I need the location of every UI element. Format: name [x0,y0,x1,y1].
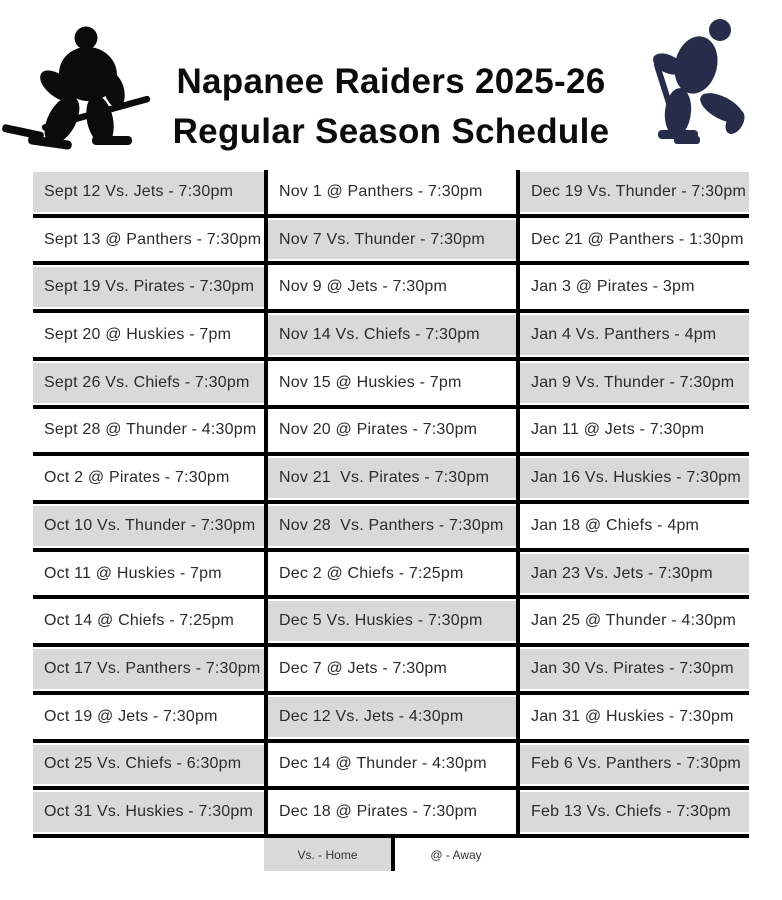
game-cell [520,218,749,266]
away-game-fill [33,697,264,737]
game-cell [520,265,749,313]
game-label: Jan 31 @ Huskies - 7:30pm [531,707,734,725]
game-cell [33,361,264,409]
game-cell [268,409,516,457]
game-label: Jan 25 @ Thunder - 4:30pm [531,612,737,630]
game-cell [268,647,516,695]
away-game-fill [33,315,264,355]
away-game-fill [520,601,749,641]
game-cell [268,170,516,218]
game-cell [268,599,516,647]
game-label: Oct 25 Vs. Chiefs - 6:30pm [44,755,242,773]
home-game-fill [268,458,516,498]
home-game-fill [33,506,264,546]
away-game-fill [520,411,749,451]
away-game-fill [33,411,264,451]
away-game-fill [268,745,516,785]
game-cell [268,218,516,266]
game-cell [268,504,516,552]
away-game-fill [520,267,749,307]
game-cell [520,456,749,504]
game-cell [33,695,264,743]
away-game-fill [268,267,516,307]
game-cell [520,170,749,218]
legend [264,838,517,871]
home-game-fill [268,601,516,641]
game-label: Dec 12 Vs. Jets - 4:30pm [279,707,464,725]
game-label: Sept 13 @ Panthers - 7:30pm [44,230,262,248]
home-game-fill [268,697,516,737]
game-label: Jan 23 Vs. Jets - 7:30pm [531,564,713,582]
legend-away-item [395,838,517,871]
game-label: Oct 14 @ Chiefs - 7:25pm [44,612,235,630]
game-label: Nov 28 Vs. Panthers - 7:30pm [279,516,504,534]
game-label: Dec 14 @ Thunder - 4:30pm [279,755,487,773]
home-game-fill [33,267,264,307]
home-game-fill [520,458,749,498]
game-cell [33,313,264,361]
game-label: Sept 20 @ Huskies - 7pm [44,326,232,344]
legend-home-label: Vs. - Home [297,847,358,862]
game-label: Sept 26 Vs. Chiefs - 7:30pm [44,373,250,391]
home-game-fill [520,649,749,689]
game-label: Oct 2 @ Pirates - 7:30pm [44,469,230,487]
home-game-fill [33,172,264,212]
game-cell [268,265,516,313]
away-game-fill [268,792,516,832]
home-game-fill [520,745,749,785]
title-line-1: Napanee Raiders 2025-26 [176,62,606,101]
game-cell [33,218,264,266]
game-label: Jan 9 Vs. Thunder - 7:30pm [531,373,735,391]
game-cell [268,361,516,409]
away-game-fill [268,649,516,689]
home-game-fill [520,554,749,594]
game-cell [268,313,516,361]
home-game-fill [520,315,749,355]
away-game-fill [520,506,749,546]
away-game-fill [520,697,749,737]
game-label: Nov 9 @ Jets - 7:30pm [279,278,448,296]
home-game-fill [520,172,749,212]
away-game-fill [268,172,516,212]
game-label: Sept 12 Vs. Jets - 7:30pm [44,182,234,200]
schedule-column-december-february [520,170,749,838]
game-label: Nov 7 Vs. Thunder - 7:30pm [279,230,485,248]
legend-away-label: @ - Away [430,847,482,862]
game-cell [33,552,264,600]
hockey-player-right-icon [634,10,756,148]
game-label: Jan 3 @ Pirates - 3pm [531,278,695,296]
game-label: Oct 31 Vs. Huskies - 7:30pm [44,803,254,821]
game-cell [520,504,749,552]
schedule-column-november-december [268,170,516,838]
game-cell [520,695,749,743]
game-label: Jan 4 Vs. Panthers - 4pm [531,326,717,344]
game-cell [520,313,749,361]
home-game-fill [268,315,516,355]
home-game-fill [33,363,264,403]
away-game-fill [268,411,516,451]
game-label: Nov 14 Vs. Chiefs - 7:30pm [279,326,480,344]
game-cell [520,647,749,695]
game-label: Dec 7 @ Jets - 7:30pm [279,660,448,678]
home-game-fill [33,649,264,689]
game-cell [520,409,749,457]
game-cell [33,743,264,791]
game-cell [520,790,749,838]
game-cell [268,695,516,743]
game-cell [33,647,264,695]
game-cell [33,456,264,504]
game-cell [520,552,749,600]
game-label: Oct 11 @ Huskies - 7pm [44,564,222,582]
game-label: Jan 18 @ Chiefs - 4pm [531,516,700,534]
away-game-fill [268,363,516,403]
game-label: Sept 28 @ Thunder - 4:30pm [44,421,257,439]
game-label: Sept 19 Vs. Pirates - 7:30pm [44,278,255,296]
game-label: Nov 15 @ Huskies - 7pm [279,373,462,391]
home-game-fill [33,745,264,785]
game-label: Oct 17 Vs. Panthers - 7:30pm [44,660,261,678]
home-game-fill [268,220,516,260]
game-cell [33,599,264,647]
game-cell [520,599,749,647]
home-game-fill [33,792,264,832]
game-label: Feb 13 Vs. Chiefs - 7:30pm [531,803,731,821]
game-cell [268,790,516,838]
game-label: Dec 18 @ Pirates - 7:30pm [279,803,478,821]
away-game-fill [33,601,264,641]
away-game-fill [33,458,264,498]
game-cell [268,552,516,600]
game-cell [33,504,264,552]
home-game-fill [520,792,749,832]
game-label: Jan 11 @ Jets - 7:30pm [531,421,705,439]
legend-home-item [264,838,391,871]
away-game-fill [520,220,749,260]
game-label: Dec 2 @ Chiefs - 7:25pm [279,564,464,582]
game-cell [33,409,264,457]
game-cell [268,743,516,791]
game-cell [520,361,749,409]
schedule-table [33,170,749,838]
game-label: Jan 16 Vs. Huskies - 7:30pm [531,469,741,487]
schedule-column-september-october [33,170,264,838]
game-cell [33,170,264,218]
away-game-fill [268,554,516,594]
game-cell [268,456,516,504]
title-line-2: Regular Season Schedule [172,112,610,151]
game-label: Oct 10 Vs. Thunder - 7:30pm [44,516,256,534]
game-cell [520,743,749,791]
game-cell [33,265,264,313]
game-label: Dec 5 Vs. Huskies - 7:30pm [279,612,483,630]
game-cell [33,790,264,838]
game-label: Oct 19 @ Jets - 7:30pm [44,707,218,725]
game-label: Dec 21 @ Panthers - 1:30pm [531,230,744,248]
game-label: Jan 30 Vs. Pirates - 7:30pm [531,660,734,678]
game-label: Nov 1 @ Panthers - 7:30pm [279,182,483,200]
game-label: Nov 21 Vs. Pirates - 7:30pm [279,469,490,487]
home-game-fill [520,363,749,403]
home-game-fill [268,506,516,546]
game-label: Dec 19 Vs. Thunder - 7:30pm [531,182,746,200]
game-label: Nov 20 @ Pirates - 7:30pm [279,421,478,439]
game-label: Feb 6 Vs. Panthers - 7:30pm [531,755,741,773]
away-game-fill [33,220,264,260]
away-game-fill [33,554,264,594]
